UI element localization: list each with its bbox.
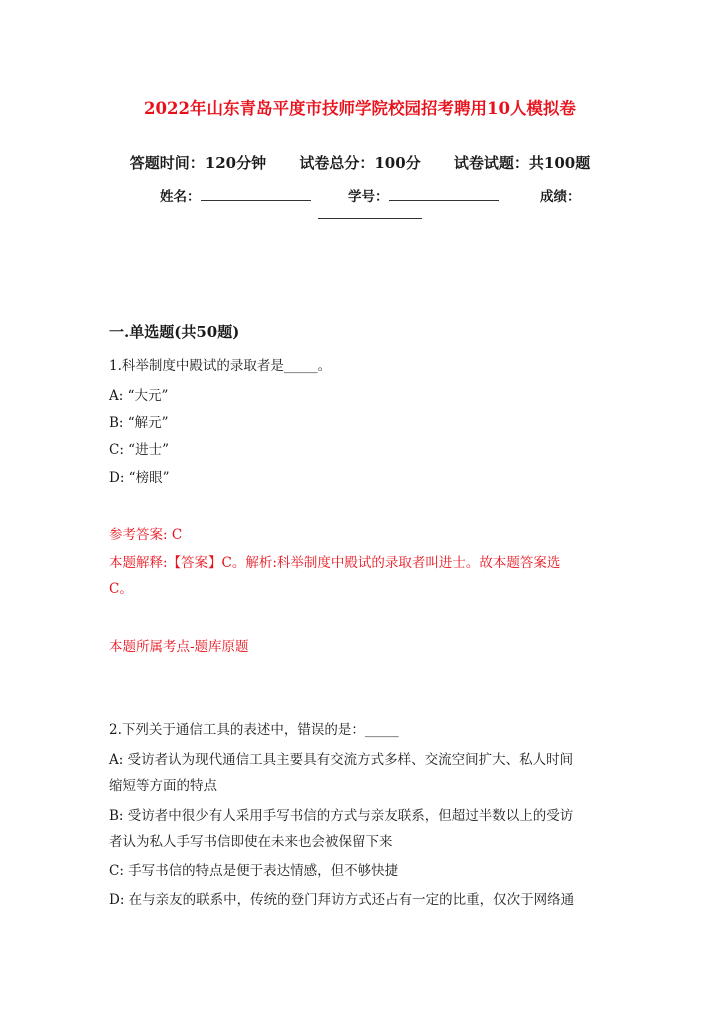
question-1-source: 本题所属考点-题库原题 bbox=[109, 639, 249, 655]
exam-meta bbox=[0, 152, 720, 173]
id-blank bbox=[389, 188, 499, 201]
exam-time: 答题时间：120分钟 bbox=[129, 154, 267, 172]
question-2-stem: 2.下列关于通信工具的表述中，错误的是：_____ bbox=[109, 722, 399, 738]
question-2-option-a-line-2: 缩短等方面的特点 bbox=[109, 778, 217, 794]
question-2-option-c: C: 手写书信的特点是便于表达情感，但不够快捷 bbox=[109, 863, 399, 879]
question-2-option-b-line-1: B: 受访者中很少有人采用手写书信的方式与亲友联系，但超过半数以上的受访 bbox=[109, 808, 574, 824]
question-1-option-b: B: “解元” bbox=[109, 415, 169, 431]
exam-question-count: 试卷试题：共100题 bbox=[453, 154, 591, 172]
name-blank bbox=[201, 188, 311, 201]
question-2-option-d-line-1: D: 在与亲友的联系中，传统的登门拜访方式还占有一定的比重，仅次于网络通 bbox=[109, 892, 575, 908]
grade-label: 成绩： bbox=[540, 189, 581, 205]
section-heading: 一.单选题(共50题) bbox=[109, 323, 240, 341]
question-1-explanation-line-2: C。 bbox=[109, 581, 133, 597]
question-1-option-c: C: “进士” bbox=[109, 442, 169, 458]
grade-blank bbox=[318, 206, 422, 219]
exam-title: 2022年山东青岛平度市技师学院校园招考聘用10人模拟卷 bbox=[144, 99, 576, 118]
id-field bbox=[348, 185, 499, 205]
grade-blank-row bbox=[318, 204, 422, 223]
question-2-option-a-line-1: A: 受访者认为现代通信工具主要具有交流方式多样、交流空间扩大、私人时间 bbox=[109, 752, 574, 768]
question-1-option-d: D: “榜眼” bbox=[109, 470, 170, 486]
question-1-explanation-line-1: 本题解释:【答案】C。解析:科举制度中殿试的录取者叫进士。故本题答案选 bbox=[109, 555, 561, 571]
exam-total-score: 试卷总分：100分 bbox=[299, 154, 421, 172]
id-label: 学号： bbox=[348, 189, 389, 205]
name-field bbox=[160, 185, 311, 205]
question-1-stem: 1.科举制度中殿试的录取者是_____。 bbox=[109, 358, 332, 374]
grade-field bbox=[540, 185, 581, 205]
name-label: 姓名： bbox=[160, 189, 201, 205]
question-2-option-b-line-2: 者认为私人手写书信即使在未来也会被保留下来 bbox=[109, 834, 393, 850]
question-1-option-a: A: “大元” bbox=[109, 388, 169, 404]
question-1-answer: 参考答案: C bbox=[109, 527, 183, 543]
